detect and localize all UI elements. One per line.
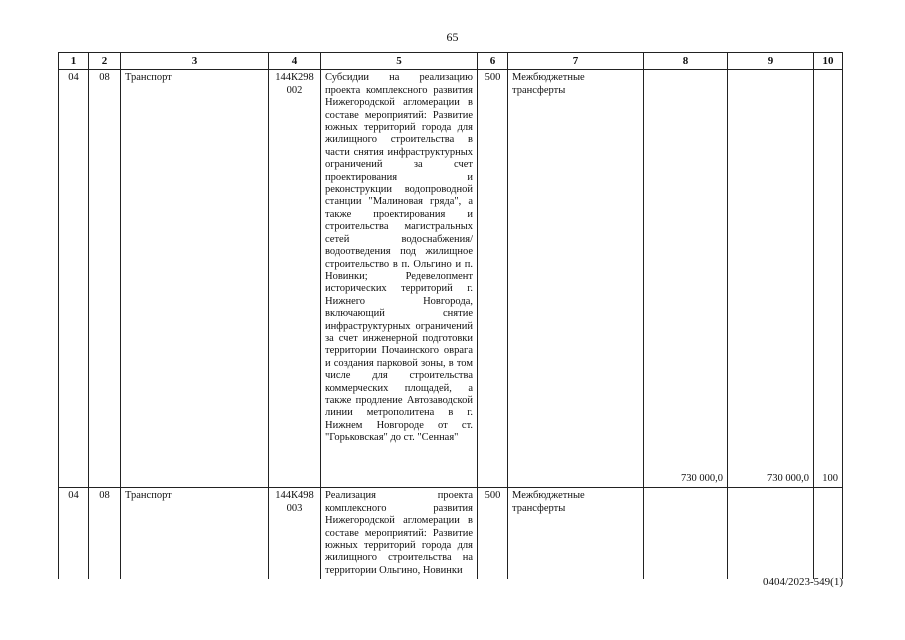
- item-description: Субсидии на реализацию проекта комплексного развития Нижегородской агломерации в составе мероприятий: Развитие южных территорий города для жилищного строительства в части снятия инфраструктурных ограничений за счет проектирования и реконструкции водопроводной станции "Малиновая гряда", а также проектирования и строительства магистральных сетей водоснабжения/водоотведения под жилищное строительство в п. Ольгино и п. Новинки; Редевелопмент исторических территорий г. Нижнего Новгорода, включающий снятие инфраструктурных ограничений за счет инженерной подготовки территории Почаинского оврага и создания парковой зоны, в том числе для строительства коммерческих площадей, а также продление Автозаводской линии метрополитена в г. Нижнем Новгороде от ст. "Горьковская" до ст. "Сенная": [321, 70, 478, 488]
- header-cell: 2: [89, 53, 121, 70]
- table-row: [59, 70, 843, 488]
- header-cell: 8: [644, 53, 728, 70]
- amount-planned: [644, 488, 728, 579]
- header-cell: 4: [269, 53, 321, 70]
- amount-planned: 730 000,0: [644, 70, 728, 488]
- header-row: [59, 53, 843, 70]
- document-code: 0404/2023-549(1): [762, 576, 843, 588]
- target-article-code: 144К498 003: [269, 488, 321, 579]
- category-name: Транспорт: [121, 70, 269, 488]
- item-description: Реализация проекта комплексного развития Нижегородской агломерации в составе мероприятий: Развитие южных территорий города для жилищного строительства на территории Ольгино, Новинки: [321, 488, 478, 579]
- page-number: 65: [446, 30, 459, 44]
- expense-type-code: 500: [478, 488, 508, 579]
- execution-percent: 100: [814, 70, 843, 488]
- header-cell: 7: [508, 53, 644, 70]
- header-cell: 1: [59, 53, 89, 70]
- expense-type-name: Межбюджетные трансферты: [508, 70, 644, 488]
- section-code: 04: [59, 488, 89, 579]
- header-cell: 9: [728, 53, 814, 70]
- table-row: [59, 488, 843, 579]
- header-cell: 3: [121, 53, 269, 70]
- section-code: 04: [59, 70, 89, 488]
- header-cell: 10: [814, 53, 843, 70]
- amount-executed: 730 000,0: [728, 70, 814, 488]
- subsection-code: 08: [89, 488, 121, 579]
- subsection-code: 08: [89, 70, 121, 488]
- execution-percent: [814, 488, 843, 579]
- target-article-code: 144К298 002: [269, 70, 321, 488]
- header-cell: 6: [478, 53, 508, 70]
- expense-type-name: Межбюджетные трансферты: [508, 488, 644, 579]
- header-cell: 5: [321, 53, 478, 70]
- category-name: Транспорт: [121, 488, 269, 579]
- budget-table: [58, 52, 843, 579]
- amount-executed: [728, 488, 814, 579]
- expense-type-code: 500: [478, 70, 508, 488]
